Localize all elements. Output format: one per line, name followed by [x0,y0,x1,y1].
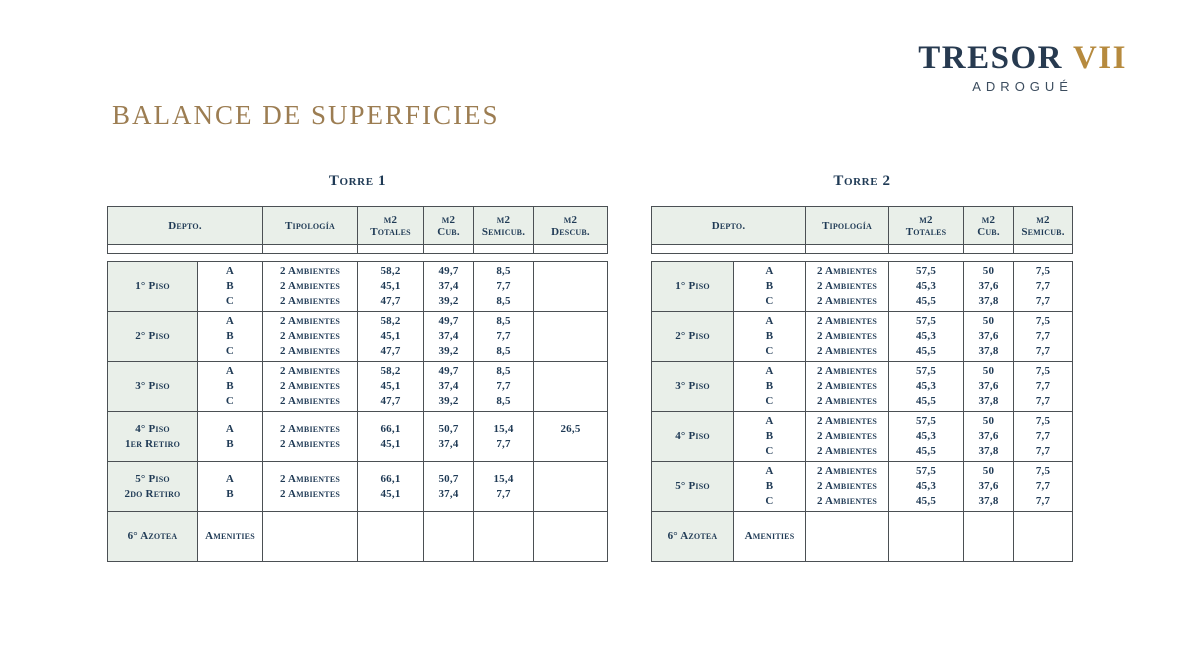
cell-totales: 66,1 45,1 [358,462,424,512]
torre-2-title: Torre 2 [833,173,891,189]
header-cell-semicub: m2 Semicub. [1014,207,1073,245]
cell-depto: A B C [198,362,263,412]
logo-wordmark [918,40,1127,77]
cell-totales: 58,2 45,1 47,7 [358,362,424,412]
cell-floor: 4° Piso [652,412,734,462]
cell-semicub: 7,5 7,7 7,7 [1014,262,1073,312]
table-row [652,312,1073,362]
torre-1-section [107,173,608,562]
cell-floor: 2° Piso [108,312,198,362]
header-cell-tipologia: Tipología [263,207,358,245]
cell-tipologia: 2 Ambientes 2 Ambientes 2 Ambientes [806,262,889,312]
header-strip-cell [424,245,474,254]
cell-totales: 57,5 45,3 45,5 [889,312,964,362]
header-strip-cell [474,245,534,254]
cell-totales: 57,5 45,3 45,5 [889,412,964,462]
table-row [108,512,608,562]
cell-descub [534,312,608,362]
cell-semicub: 15,4 7,7 [474,462,534,512]
cell-floor: 2° Piso [652,312,734,362]
cell-depto: Amenities [198,512,263,562]
cell-floor: 6° Azotea [652,512,734,562]
header-cell-depto: Depto. [652,207,806,245]
header-strip-cell [534,245,608,254]
torre-1-body-table [107,261,608,562]
header-cell-semicub: m2 Semicub. [474,207,534,245]
header-cell-totales: m2 Totales [358,207,424,245]
cell-depto: A B C [734,312,806,362]
cell-tipologia: 2 Ambientes 2 Ambientes [263,412,358,462]
cell-totales: 57,5 45,3 45,5 [889,262,964,312]
cell-totales: 57,5 45,3 45,5 [889,362,964,412]
header-cell-tipologia: Tipología [806,207,889,245]
cell-depto: A B C [198,312,263,362]
cell-cub: 50 37,6 37,8 [964,262,1014,312]
torre-1-title: Torre 1 [328,173,387,189]
header-strip-cell [806,245,889,254]
cell-totales [889,512,964,562]
cell-depto: A B C [734,462,806,512]
cell-floor: 3° Piso [652,362,734,412]
cell-cub: 50,7 37,4 [424,462,474,512]
cell-floor: 5° Piso [652,462,734,512]
header-cell-totales: m2 Totales [889,207,964,245]
table-row [108,412,608,462]
cell-semicub: 7,5 7,7 7,7 [1014,412,1073,462]
cell-floor: 4° Piso 1er Retiro [108,412,198,462]
cell-descub [534,512,608,562]
header-strip-cell [652,245,806,254]
cell-descub [534,462,608,512]
cell-semicub: 7,5 7,7 7,7 [1014,462,1073,512]
table-row [652,412,1073,462]
table-row [108,462,608,512]
cell-depto: A B C [198,262,263,312]
cell-tipologia: 2 Ambientes 2 Ambientes 2 Ambientes [806,362,889,412]
table-row [652,362,1073,412]
logo-subtitle-text: ADROGUÉ [972,79,1073,94]
cell-depto: A B C [734,262,806,312]
cell-totales: 57,5 45,3 45,5 [889,462,964,512]
cell-cub: 50 37,6 37,8 [964,362,1014,412]
cell-cub: 49,7 37,4 39,2 [424,312,474,362]
cell-tipologia: 2 Ambientes 2 Ambientes 2 Ambientes [806,412,889,462]
cell-depto: A B C [734,412,806,462]
header-strip-cell [964,245,1014,254]
table-row [108,262,608,312]
cell-descub: 26,5 [534,412,608,462]
cell-floor: 5° Piso 2do Retiro [108,462,198,512]
header-strip-cell [108,245,263,254]
cell-descub [534,262,608,312]
header-cell-cub: m2 Cub. [424,207,474,245]
cell-floor: 3° Piso [108,362,198,412]
cell-cub: 50 37,6 37,8 [964,412,1014,462]
cell-semicub: 8,5 7,7 8,5 [474,262,534,312]
torre-2-table [651,206,1073,562]
torre-2-section [651,173,1073,562]
cell-totales: 58,2 45,1 47,7 [358,262,424,312]
torre-1-header-table [107,206,608,254]
cell-depto: A B [198,462,263,512]
cell-cub: 50 37,6 37,8 [964,462,1014,512]
cell-tipologia: 2 Ambientes 2 Ambientes 2 Ambientes [263,312,358,362]
cell-tipologia: 2 Ambientes 2 Ambientes 2 Ambientes [263,262,358,312]
header-strip-cell [358,245,424,254]
cell-tipologia: 2 Ambientes 2 Ambientes 2 Ambientes [806,312,889,362]
cell-semicub [1014,512,1073,562]
cell-descub [534,362,608,412]
table-row [108,312,608,362]
cell-totales: 66,1 45,1 [358,412,424,462]
cell-semicub: 7,5 7,7 7,7 [1014,312,1073,362]
header-cell-depto: Depto. [108,207,263,245]
cell-semicub: 7,5 7,7 7,7 [1014,362,1073,412]
table-row [652,512,1073,562]
cell-cub: 49,7 37,4 39,2 [424,262,474,312]
cell-tipologia [263,512,358,562]
cell-floor: 6° Azotea [108,512,198,562]
header-cell-descub: m2 Descub. [534,207,608,245]
cell-semicub: 8,5 7,7 8,5 [474,362,534,412]
cell-totales [358,512,424,562]
cell-depto: A B [198,412,263,462]
torre-2-body-table [651,261,1073,562]
cell-depto: Amenities [734,512,806,562]
cell-depto: A B C [734,362,806,412]
brand-logo [918,40,1127,94]
table-row [108,362,608,412]
cell-cub [424,512,474,562]
torre-1-table [107,206,608,562]
cell-semicub: 15,4 7,7 [474,412,534,462]
cell-cub: 50,7 37,4 [424,412,474,462]
table-row [652,462,1073,512]
header-strip-cell [889,245,964,254]
cell-tipologia: 2 Ambientes 2 Ambientes 2 Ambientes [806,462,889,512]
cell-cub: 49,7 37,4 39,2 [424,362,474,412]
header-cell-cub: m2 Cub. [964,207,1014,245]
page-title: BALANCE DE SUPERFICIES [112,100,500,130]
cell-tipologia [806,512,889,562]
torre-2-header-table [651,206,1073,254]
cell-tipologia: 2 Ambientes 2 Ambientes 2 Ambientes [263,362,358,412]
cell-totales: 58,2 45,1 47,7 [358,312,424,362]
header-strip-cell [1014,245,1073,254]
cell-semicub: 8,5 7,7 8,5 [474,312,534,362]
cell-semicub [474,512,534,562]
logo-brand-text: TRESOR [918,40,1063,76]
header-strip-cell [263,245,358,254]
cell-cub: 50 37,6 37,8 [964,312,1014,362]
logo-numeral-text: VII [1072,40,1127,76]
cell-floor: 1° Piso [108,262,198,312]
cell-floor: 1° Piso [652,262,734,312]
cell-cub [964,512,1014,562]
cell-tipologia: 2 Ambientes 2 Ambientes [263,462,358,512]
table-row [652,262,1073,312]
